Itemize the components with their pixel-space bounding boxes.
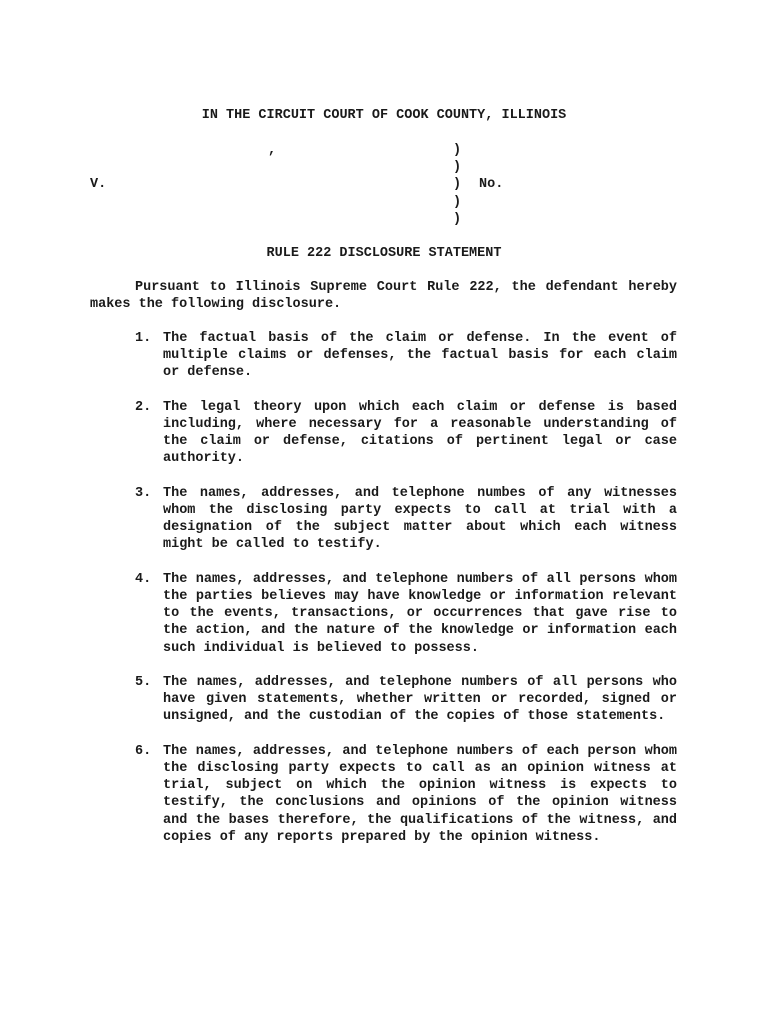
list-item: [135, 571, 677, 657]
statement-title: RULE 222 DISCLOSURE STATEMENT: [266, 246, 502, 261]
disclosure-list: [135, 330, 677, 863]
versus-label: V.: [90, 177, 107, 193]
caption-paren: ): [453, 160, 462, 176]
list-item: [135, 330, 677, 382]
plaintiff-comma: ,: [268, 143, 277, 158]
caption-paren: ): [453, 194, 462, 210]
item-number: 6.: [135, 743, 152, 759]
intro-paragraph: Pursuant to Illinois Supreme Court Rule 222, the defendant hereby makes the following disclosure.: [90, 280, 677, 313]
court-header: IN THE CIRCUIT COURT OF COOK COUNTY, ILLINOIS: [201, 108, 567, 123]
item-text: The names, addresses, and telephone numbers of all persons who have given statements, whether written or recorded, signed or unsigned, and the custodian of the copies of those statements.: [163, 675, 677, 725]
item-text: The names, addresses, and telephone numbers of each person whom the disclosing party expects to call as an opinion witness at trial, subject on which the opinion witness is expects to testify, the conclusions and opinions of the opinion witness and the bases therefore, the qualifications of the witness, and copies of any reports prepared by the opinion witness.: [163, 743, 677, 845]
item-text: The factual basis of the claim or defense. In the event of multiple claims or defenses, the factual basis for each claim or defense.: [163, 331, 677, 381]
item-text: The names, addresses, and telephone numbers of all persons whom the parties believes may have knowledge or information relevant to the events, transactions, or occurrences that gave rise to the action, and the nature of the knowledge or information each such individual is believed to possess.: [163, 571, 677, 656]
list-item: [135, 399, 677, 468]
list-item: [135, 485, 677, 554]
item-text: The legal theory upon which each claim or defense is based including, where necessary for a reasonable understanding of the claim or defense, citations of pertinent legal or case authority.: [163, 399, 677, 467]
list-item: [135, 674, 677, 726]
item-number: 2.: [135, 399, 152, 415]
list-item: [135, 743, 677, 846]
item-number: 1.: [135, 331, 152, 346]
item-number: 5.: [135, 675, 152, 690]
case-caption: [90, 142, 690, 232]
caption-paren: ): [453, 211, 462, 227]
caption-paren: ): [453, 143, 462, 158]
item-number: 4.: [135, 571, 152, 587]
item-text: The names, addresses, and telephone numbes of any witnesses whom the disclosing party expects to call at trial with a designation of the subject matter about which each witness might be called to testify.: [163, 485, 677, 553]
item-number: 3.: [135, 485, 152, 501]
caption-paren: ): [453, 177, 462, 193]
case-number-label: No.: [479, 177, 504, 193]
